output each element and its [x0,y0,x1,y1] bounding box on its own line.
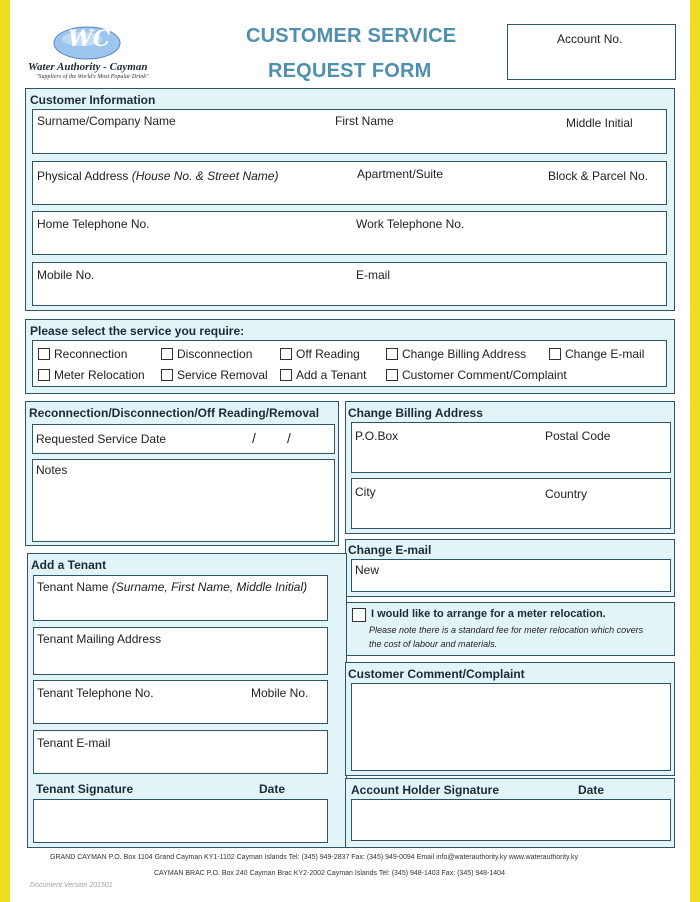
add-tenant-panel [27,553,347,848]
meter-relocation-panel [345,602,675,656]
postal-code-label: Postal Code [545,429,611,443]
tenant-signature-label: Tenant Signature [36,782,134,796]
email-label: E-mail [356,268,391,282]
surname-label: Surname/Company Name [37,114,176,128]
apartment-label: Apartment/Suite [357,167,444,181]
physical-address-label: Physical Address (House No. & Street Name) [37,169,279,183]
account-signature-field[interactable] [351,799,671,841]
footer-grand-cayman: GRAND CAYMAN P.O. Box 1104 Grand Cayman KY1-1102 Cayman Islands Tel: (345) 949-2837 Fax: (345) 949-0094 Email info@waterauthority.ky www.waterauthority.ky [50,854,578,861]
account-signature-date-label: Date [578,783,605,797]
tenant-signature-field[interactable] [33,799,328,843]
footer-cayman-brac: CAYMAN BRAC P.O. Box 240 Cayman Brac KY2-2002 Cayman Islands Tel: (345) 948-1403 Fax: (345) 948-1404 [154,870,505,877]
tenant-signature-date-label: Date [259,782,286,796]
physical-address-field[interactable] [32,161,667,205]
po-box-field[interactable] [351,422,671,473]
first-name-label: First Name [335,114,394,128]
form-title-line2: REQUEST FORM [268,60,432,82]
meter-fee-note-line2: the cost of labour and materials. [369,639,498,649]
requested-service-date-label: Requested Service Date [36,432,167,446]
form-sheet [10,0,690,902]
new-email-label: New [355,563,380,577]
telephone-field[interactable] [32,211,667,255]
meter-fee-note-line1: Please note there is a standard fee for meter relocation which covers [369,625,644,635]
change-billing-checkbox[interactable]: Change Billing Address [386,347,526,361]
tenant-email-field[interactable] [33,730,328,774]
checkbox-icon [386,348,398,360]
tenant-name-field[interactable] [33,575,328,621]
disconnection-checkbox[interactable]: Disconnection [161,347,252,361]
service-removal-checkbox[interactable]: Service Removal [161,368,268,382]
reconnection-heading: Reconnection/Disconnection/Off Reading/Removal [29,406,320,420]
document-version: Document Version 201501 [30,882,113,889]
tenant-email-label: Tenant E-mail [37,736,111,750]
requested-service-date-field[interactable] [32,424,335,454]
service-selection-heading: Please select the service you require: [30,324,245,338]
tenant-telephone-label: Tenant Telephone No. [37,686,154,700]
account-number-label: Account No. [557,32,623,46]
comment-complaint-checkbox[interactable]: Customer Comment/Complaint [386,368,567,382]
middle-initial-label: Middle Initial [566,116,633,130]
po-box-label: P.O.Box [355,429,399,443]
home-telephone-label: Home Telephone No. [37,217,150,231]
account-signature-label: Account Holder Signature [351,783,500,797]
account-signature-panel [345,778,675,848]
work-telephone-label: Work Telephone No. [356,217,465,231]
date-separator: / [287,430,291,446]
tenant-mobile-label: Mobile No. [251,686,309,700]
add-tenant-heading: Add a Tenant [31,558,107,572]
city-label: City [355,485,376,499]
change-billing-panel [345,401,675,534]
logo-monogram: WC [68,26,111,52]
checkbox-icon [386,369,398,381]
tenant-name-label: Tenant Name (Surname, First Name, Middle Initial) [37,580,308,594]
org-name: Water Authority - Cayman [28,61,148,73]
change-email-panel [345,539,675,597]
reconnection-panel [25,401,339,546]
mobile-email-field[interactable] [32,262,667,306]
mobile-label: Mobile No. [37,268,95,282]
tenant-mailing-address-field[interactable] [33,627,328,675]
meter-relocation-checkbox[interactable]: Meter Relocation [38,368,145,382]
comment-complaint-field[interactable] [351,683,671,771]
city-country-field[interactable] [351,478,671,529]
checkbox-icon [280,369,292,381]
tenant-mailing-address-label: Tenant Mailing Address [37,632,162,646]
customer-information-heading: Customer Information [30,93,156,107]
notes-field[interactable] [32,459,335,542]
checkbox-icon [161,369,173,381]
change-email-heading: Change E-mail [348,543,432,557]
tenant-telephone-field[interactable] [33,680,328,724]
meter-relocation-checkbox[interactable] [352,608,366,622]
off-reading-checkbox[interactable]: Off Reading [280,347,360,361]
checkbox-icon [38,369,50,381]
checkbox-icon [549,348,561,360]
date-separator: / [252,430,256,446]
org-tagline: "Suppliers of the World's Most Popular Drink" [36,74,149,80]
change-email-checkbox[interactable]: Change E-mail [549,347,644,361]
meter-relocation-text: I would like to arrange for a meter relocation. [371,608,606,620]
service-options-box [32,340,667,387]
service-selection-panel [25,319,675,394]
block-parcel-label: Block & Parcel No. [548,169,649,183]
add-tenant-checkbox[interactable]: Add a Tenant [280,368,367,382]
comment-complaint-heading: Customer Comment/Complaint [348,667,525,681]
notes-label: Notes [36,463,68,477]
checkbox-icon [38,348,50,360]
customer-information-panel [25,88,675,311]
comment-complaint-panel [345,662,675,776]
new-email-field[interactable] [351,559,671,592]
account-number-field[interactable] [507,24,676,80]
checkbox-icon [280,348,292,360]
reconnection-checkbox[interactable]: Reconnection [38,347,127,361]
country-label: Country [545,487,588,501]
form-title-line1: CUSTOMER SERVICE [246,25,457,47]
name-field[interactable] [32,109,667,154]
change-billing-heading: Change Billing Address [348,406,483,420]
checkbox-icon [161,348,173,360]
